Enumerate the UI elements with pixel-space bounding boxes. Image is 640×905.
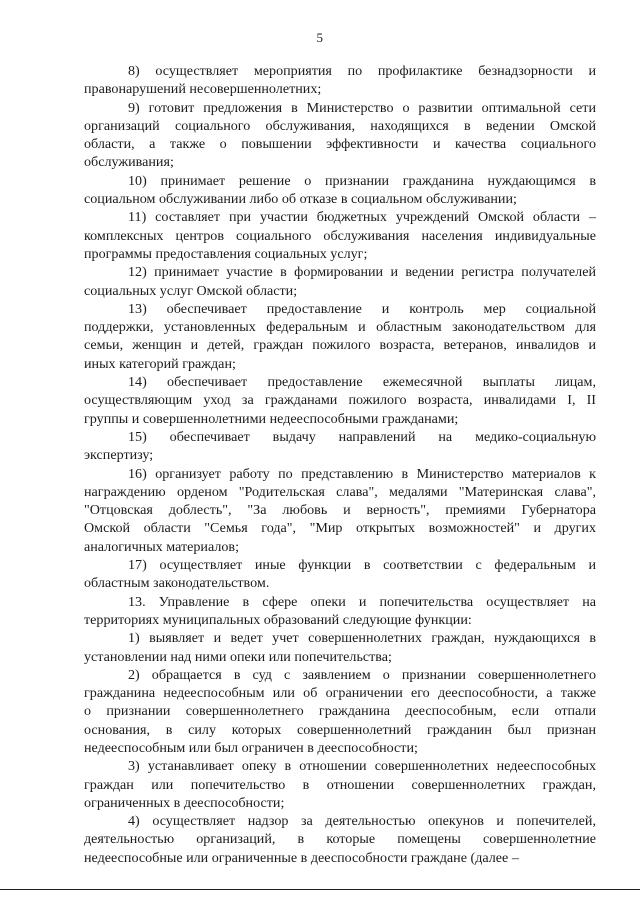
text-line: деятельностью организаций, в которые помещены совершеннолетние xyxy=(84,831,596,848)
text-line: группы и совершеннолетними недееспособными гражданами; xyxy=(84,410,459,427)
text-line: Омской области "Семья года", "Мир открытых возможностей" и других xyxy=(84,520,596,537)
paragraph xyxy=(84,99,596,172)
text-line: экспертизу; xyxy=(84,447,154,464)
page-bottom-rule xyxy=(0,889,640,890)
text-line: обслуживания; xyxy=(84,154,174,171)
paragraph xyxy=(84,757,596,812)
text-line: недееспособным или был ограничен в дееспособности; xyxy=(84,739,418,756)
paragraph xyxy=(84,172,596,209)
text-line: 14) обеспечивает предоставление ежемесячной выплаты лицам, xyxy=(128,374,596,391)
paragraph xyxy=(84,62,596,99)
text-line: 2) обращается в суд с заявлением о признании совершеннолетнего xyxy=(128,666,596,683)
text-line: 16) организует работу по представлению в Министерство материалов к xyxy=(128,465,596,482)
text-line: программы предоставления социальных услуг; xyxy=(84,245,368,262)
paragraph xyxy=(84,629,596,666)
document-body xyxy=(84,62,596,867)
paragraph xyxy=(84,666,596,757)
text-line: 9) готовит предложения в Министерство о развитии оптимальной сети xyxy=(128,99,596,116)
text-line: территориях муниципальных образований следующие функции: xyxy=(84,611,472,628)
paragraph xyxy=(84,208,596,263)
text-line: 3) устанавливает опеку в отношении совершеннолетних недееспособных xyxy=(128,758,596,775)
paragraph xyxy=(84,465,596,556)
text-line: 11) составляет при участии бюджетных учреждений Омской области – xyxy=(128,209,596,226)
text-line: 1) выявляет и ведет учет совершеннолетних граждан, нуждающихся в xyxy=(128,630,596,647)
text-line: 13) обеспечивает предоставление и контроль мер социальной xyxy=(128,300,596,317)
text-line: областным законодательством. xyxy=(84,575,270,592)
text-line: 17) осуществляет иные функции в соответствии с федеральным и xyxy=(128,557,596,574)
paragraph xyxy=(84,593,596,630)
paragraph xyxy=(84,812,596,867)
text-line: социальных услуг Омской области; xyxy=(84,282,298,299)
text-line: основания, в силу которых совершеннолетний гражданин был признан xyxy=(84,721,596,738)
text-line: социальном обслуживании либо об отказе в социальном обслуживании; xyxy=(84,191,517,208)
text-line: правонарушений несовершеннолетних; xyxy=(84,81,322,98)
text-line: семьи, женщин и детей, граждан пожилого возраста, ветеранов, инвалидов и xyxy=(84,337,596,354)
paragraph xyxy=(84,263,596,300)
text-line: осуществляющим уход за гражданами пожилого возраста, инвалидами I, II xyxy=(84,392,596,409)
text-line: 12) принимает участие в формировании и ведении регистра получателей xyxy=(128,264,596,281)
text-line: недееспособные или ограниченные в дееспособности граждане (далее – xyxy=(84,849,519,866)
text-line: гражданина недееспособным или об ограничении его дееспособности, а также xyxy=(84,685,596,702)
text-line: награждению орденом "Родительская слава", медалями "Материнская слава", xyxy=(84,483,596,500)
text-line: организаций социального обслуживания, находящихся в ведении Омской xyxy=(84,117,596,134)
paragraph xyxy=(84,300,596,373)
page-number: 5 xyxy=(316,30,324,45)
text-line: 10) принимает решение о признании гражданина нуждающимся в xyxy=(128,172,596,189)
text-line: 13. Управление в сфере опеки и попечительства осуществляет на xyxy=(128,593,596,610)
text-line: иных категорий граждан; xyxy=(84,355,236,372)
paragraph xyxy=(84,373,596,428)
text-line: "Отцовская доблесть", "За любовь и верность", премиями Губернатора xyxy=(84,502,596,519)
paragraph xyxy=(84,556,596,593)
text-line: комплексных центров социального обслуживания населения индивидуальные xyxy=(84,227,596,244)
text-line: граждан или попечительство в отношении совершеннолетних граждан, xyxy=(84,776,596,793)
paragraph xyxy=(84,428,596,465)
text-line: установлении над ними опеки или попечительства; xyxy=(84,648,392,665)
text-line: о признании совершеннолетнего гражданина дееспособным, если отпали xyxy=(84,703,596,720)
text-line: 8) осуществляет мероприятия по профилактике безнадзорности и xyxy=(128,63,596,79)
text-line: 15) обеспечивает выдачу направлений на медико-социальную xyxy=(128,428,596,445)
text-line: аналогичных материалов; xyxy=(84,538,239,555)
text-line: 4) осуществляет надзор за деятельностью опекунов и попечителей, xyxy=(128,813,596,830)
text-line: поддержки, установленных федеральным и областным законодательством для xyxy=(84,319,596,336)
text-line: ограниченных в дееспособности; xyxy=(84,794,285,811)
text-line: области, а также о повышении эффективности и качества социального xyxy=(84,136,596,153)
